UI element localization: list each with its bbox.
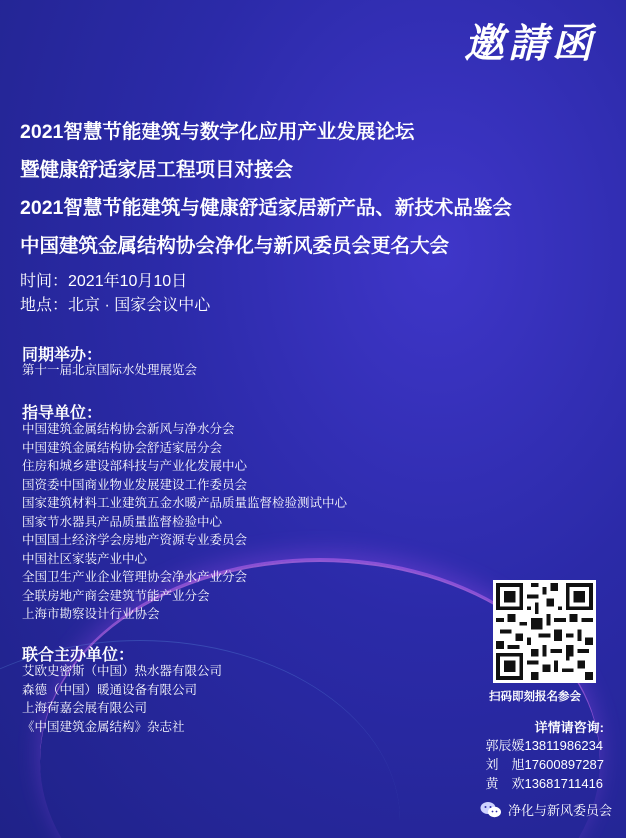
concurrent-title: 同期举办： <box>22 347 103 364</box>
list-item: 中国建筑金属结构协会舒适家居分会 <box>22 440 223 455</box>
concurrent-list <box>22 361 197 380</box>
heading-line-1: 2021智慧节能建筑与数字化应用产业发展论坛 <box>20 121 415 143</box>
list-item: 住房和城乡建设部科技与产业化发展中心 <box>22 459 248 473</box>
guidance-list <box>22 420 347 624</box>
list-item: 中国建筑金属结构协会新风与净水分会 <box>22 422 235 436</box>
list-item: 《中国建筑金属结构》杂志社 <box>22 719 185 734</box>
contact-person: 郭辰媛13811986234 <box>485 738 604 753</box>
list-item: 国家建筑材料工业建筑五金水暖产品质量监督检验测试中心 <box>22 496 348 510</box>
list-item: 森德（中国）暖通设备有限公司 <box>22 682 198 697</box>
list-item: 国资委中国商业物业发展建设工作委员会 <box>22 477 248 492</box>
heading-line-2: 暨健康舒适家居工程项目对接会 <box>20 159 294 181</box>
list-item: 上海市勘察设计行业协会 <box>22 607 160 621</box>
organizers-title: 联合主办单位： <box>22 647 135 664</box>
contact-person: 黄 欢13681711416 <box>485 776 604 791</box>
event-place: 地点：北京 · 国家会议中心 <box>20 297 211 314</box>
list-item: 上海荷嘉会展有限公司 <box>22 701 148 715</box>
wechat-account-name: 净化与新风委员会 <box>507 803 612 818</box>
list-item: 全国卫生产业企业管理协会净水产业分会 <box>22 570 248 584</box>
heading-line-3: 2021智慧节能建筑与健康舒适家居新产品、新技术品鉴会 <box>20 197 512 219</box>
wechat-account <box>480 800 612 819</box>
list-item: 中国国土经济学会房地产资源专业委员会 <box>22 533 248 547</box>
list-item: 艾欧史密斯（中国）热水器有限公司 <box>22 664 223 678</box>
qr-caption: 扫码即刻报名参会 <box>489 691 581 703</box>
guidance-title: 指导单位： <box>22 405 103 422</box>
contact-list <box>485 736 604 793</box>
qr-code-icon[interactable] <box>493 580 596 683</box>
contact-person: 刘 旭17600897287 <box>485 757 604 772</box>
event-time: 时间：2021年10月10日 <box>20 273 188 290</box>
list-item: 全联房地产商会建筑节能产业分会 <box>22 588 210 603</box>
heading-line-4: 中国建筑金属结构协会净化与新风委员会更名大会 <box>20 235 450 257</box>
wechat-icon <box>480 801 502 819</box>
invite-title: 邀請函 <box>464 22 596 66</box>
list-item: 中国社区家装产业中心 <box>22 551 148 566</box>
contact-title: 详情请咨询: <box>534 720 604 735</box>
list-item: 第十一届北京国际水处理展览会 <box>22 363 198 377</box>
organizers-list <box>22 662 222 736</box>
list-item: 国家节水器具产品质量监督检验中心 <box>22 514 223 529</box>
